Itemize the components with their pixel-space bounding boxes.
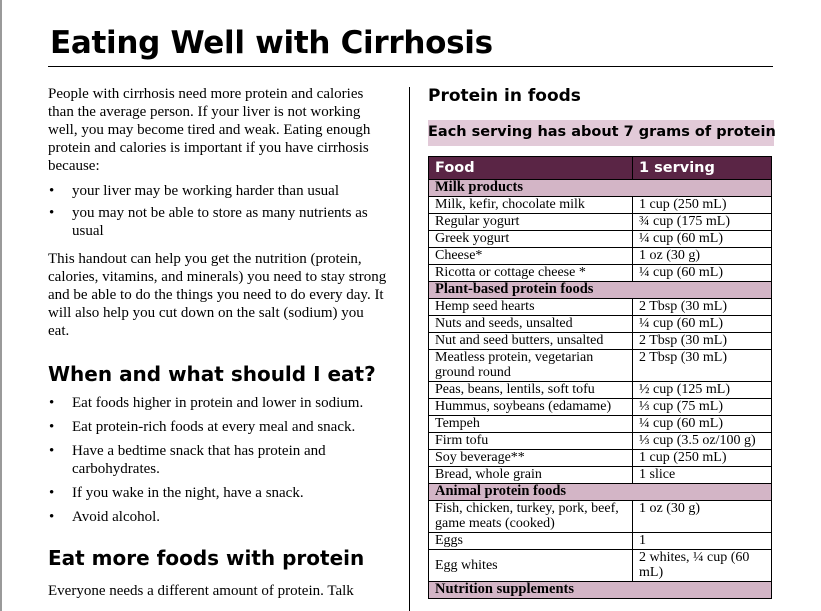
protein-table bbox=[428, 156, 772, 599]
column-header-food: Food bbox=[429, 157, 633, 180]
food-cell: Bread, whole grain bbox=[429, 467, 633, 484]
serving-band bbox=[428, 120, 774, 146]
food-cell: Fish, chicken, turkey, pork, beef, game meats (cooked) bbox=[429, 501, 633, 533]
table-header-row bbox=[429, 157, 772, 180]
handout-paragraph: This handout can help you get the nutrition (protein, calories, vitamins, and minerals) you need to stay strong and be able to do the things you need to do every day. It will also help you cut down on the salt (sodium) you eat. bbox=[48, 251, 387, 339]
document-title: Eating Well with Cirrhosis bbox=[50, 25, 493, 61]
serving-cell: ¼ cup (60 mL) bbox=[633, 265, 772, 282]
serving-cell: ½ cup (125 mL) bbox=[633, 382, 772, 399]
serving-cell: 1 oz (30 g) bbox=[633, 248, 772, 265]
serving-cell: ¾ cup (175 mL) bbox=[633, 214, 772, 231]
food-cell: Peas, beans, lentils, soft tofu bbox=[429, 382, 633, 399]
list-item: • Have a bedtime snack that has protein and carbohydrates. bbox=[48, 442, 388, 478]
when-list bbox=[48, 394, 388, 526]
section-label: Animal protein foods bbox=[429, 484, 772, 501]
table-row bbox=[429, 299, 772, 316]
food-cell: Greek yogurt bbox=[429, 231, 633, 248]
food-cell: Milk, kefir, chocolate milk bbox=[429, 197, 633, 214]
serving-cell: 2 Tbsp (30 mL) bbox=[633, 333, 772, 350]
left-column bbox=[48, 85, 388, 600]
table-row bbox=[429, 433, 772, 450]
food-cell: Ricotta or cottage cheese * bbox=[429, 265, 633, 282]
serving-cell: 2 whites, ¼ cup (60 mL) bbox=[633, 550, 772, 582]
reasons-list bbox=[48, 182, 388, 240]
table-row bbox=[429, 197, 772, 214]
table-row bbox=[429, 467, 772, 484]
section-label: Milk products bbox=[429, 180, 772, 197]
food-cell: Nuts and seeds, unsalted bbox=[429, 316, 633, 333]
table-row bbox=[429, 350, 772, 382]
food-cell: Cheese* bbox=[429, 248, 633, 265]
serving-cell: 1 oz (30 g) bbox=[633, 501, 772, 533]
serving-cell: 1 slice bbox=[633, 467, 772, 484]
title-rule bbox=[48, 66, 773, 67]
food-cell: Meatless protein, vegetarian ground round bbox=[429, 350, 633, 382]
serving-band-text: Each serving has about 7 grams of protein bbox=[428, 124, 776, 140]
list-item: • If you wake in the night, have a snack. bbox=[48, 484, 388, 502]
section-label: Nutrition supplements bbox=[429, 582, 772, 599]
food-cell: Regular yogurt bbox=[429, 214, 633, 231]
serving-cell: 1 bbox=[633, 533, 772, 550]
serving-cell: ¼ cup (60 mL) bbox=[633, 316, 772, 333]
food-cell: Firm tofu bbox=[429, 433, 633, 450]
table-row bbox=[429, 416, 772, 433]
table-row bbox=[429, 231, 772, 248]
table-row bbox=[429, 316, 772, 333]
list-item: • Eat protein-rich foods at every meal and snack. bbox=[48, 418, 388, 436]
food-cell: Eggs bbox=[429, 533, 633, 550]
table-row bbox=[429, 214, 772, 231]
table-row bbox=[429, 501, 772, 533]
list-item: • Eat foods higher in protein and lower in sodium. bbox=[48, 394, 388, 412]
right-column bbox=[428, 85, 774, 107]
page-edge-line bbox=[0, 0, 2, 611]
section-label: Plant-based protein foods bbox=[429, 282, 772, 299]
table-row bbox=[429, 382, 772, 399]
serving-cell: 2 Tbsp (30 mL) bbox=[633, 299, 772, 316]
serving-cell: ¼ cup (60 mL) bbox=[633, 416, 772, 433]
list-item: • Avoid alcohol. bbox=[48, 508, 388, 526]
table-row bbox=[429, 533, 772, 550]
list-item: • you may not be able to store as many nutrients as usual bbox=[48, 204, 388, 240]
serving-cell: ⅓ cup (75 mL) bbox=[633, 399, 772, 416]
serving-cell: ¼ cup (60 mL) bbox=[633, 231, 772, 248]
section-row bbox=[429, 484, 772, 501]
table-row bbox=[429, 248, 772, 265]
when-heading: When and what should I eat? bbox=[48, 362, 376, 386]
table-row bbox=[429, 265, 772, 282]
section-row bbox=[429, 180, 772, 197]
table-row bbox=[429, 450, 772, 467]
food-cell: Soy beverage** bbox=[429, 450, 633, 467]
food-cell: Hemp seed hearts bbox=[429, 299, 633, 316]
protein-heading: Eat more foods with protein bbox=[48, 546, 365, 570]
serving-cell: ⅓ cup (3.5 oz/100 g) bbox=[633, 433, 772, 450]
section-row bbox=[429, 282, 772, 299]
column-divider bbox=[409, 87, 410, 611]
table-row bbox=[429, 333, 772, 350]
table-row bbox=[429, 550, 772, 582]
food-cell: Tempeh bbox=[429, 416, 633, 433]
section-row bbox=[429, 582, 772, 599]
serving-cell: 2 Tbsp (30 mL) bbox=[633, 350, 772, 382]
column-header-serving: 1 serving bbox=[633, 157, 772, 180]
protein-paragraph: Everyone needs a different amount of protein. Talk bbox=[48, 583, 354, 599]
serving-cell: 1 cup (250 mL) bbox=[633, 197, 772, 214]
food-cell: Nut and seed butters, unsalted bbox=[429, 333, 633, 350]
intro-paragraph: People with cirrhosis need more protein and calories than the average person. If your liver is not working well, you may become tired and weak. Eating enough protein and calories is important if you have cirrhosis because: bbox=[48, 86, 371, 174]
protein-in-foods-heading: Protein in foods bbox=[428, 86, 581, 106]
food-cell: Hummus, soybeans (edamame) bbox=[429, 399, 633, 416]
food-cell: Egg whites bbox=[429, 550, 633, 582]
list-item: • your liver may be working harder than usual bbox=[48, 182, 388, 200]
table-row bbox=[429, 399, 772, 416]
serving-cell: 1 cup (250 mL) bbox=[633, 450, 772, 467]
